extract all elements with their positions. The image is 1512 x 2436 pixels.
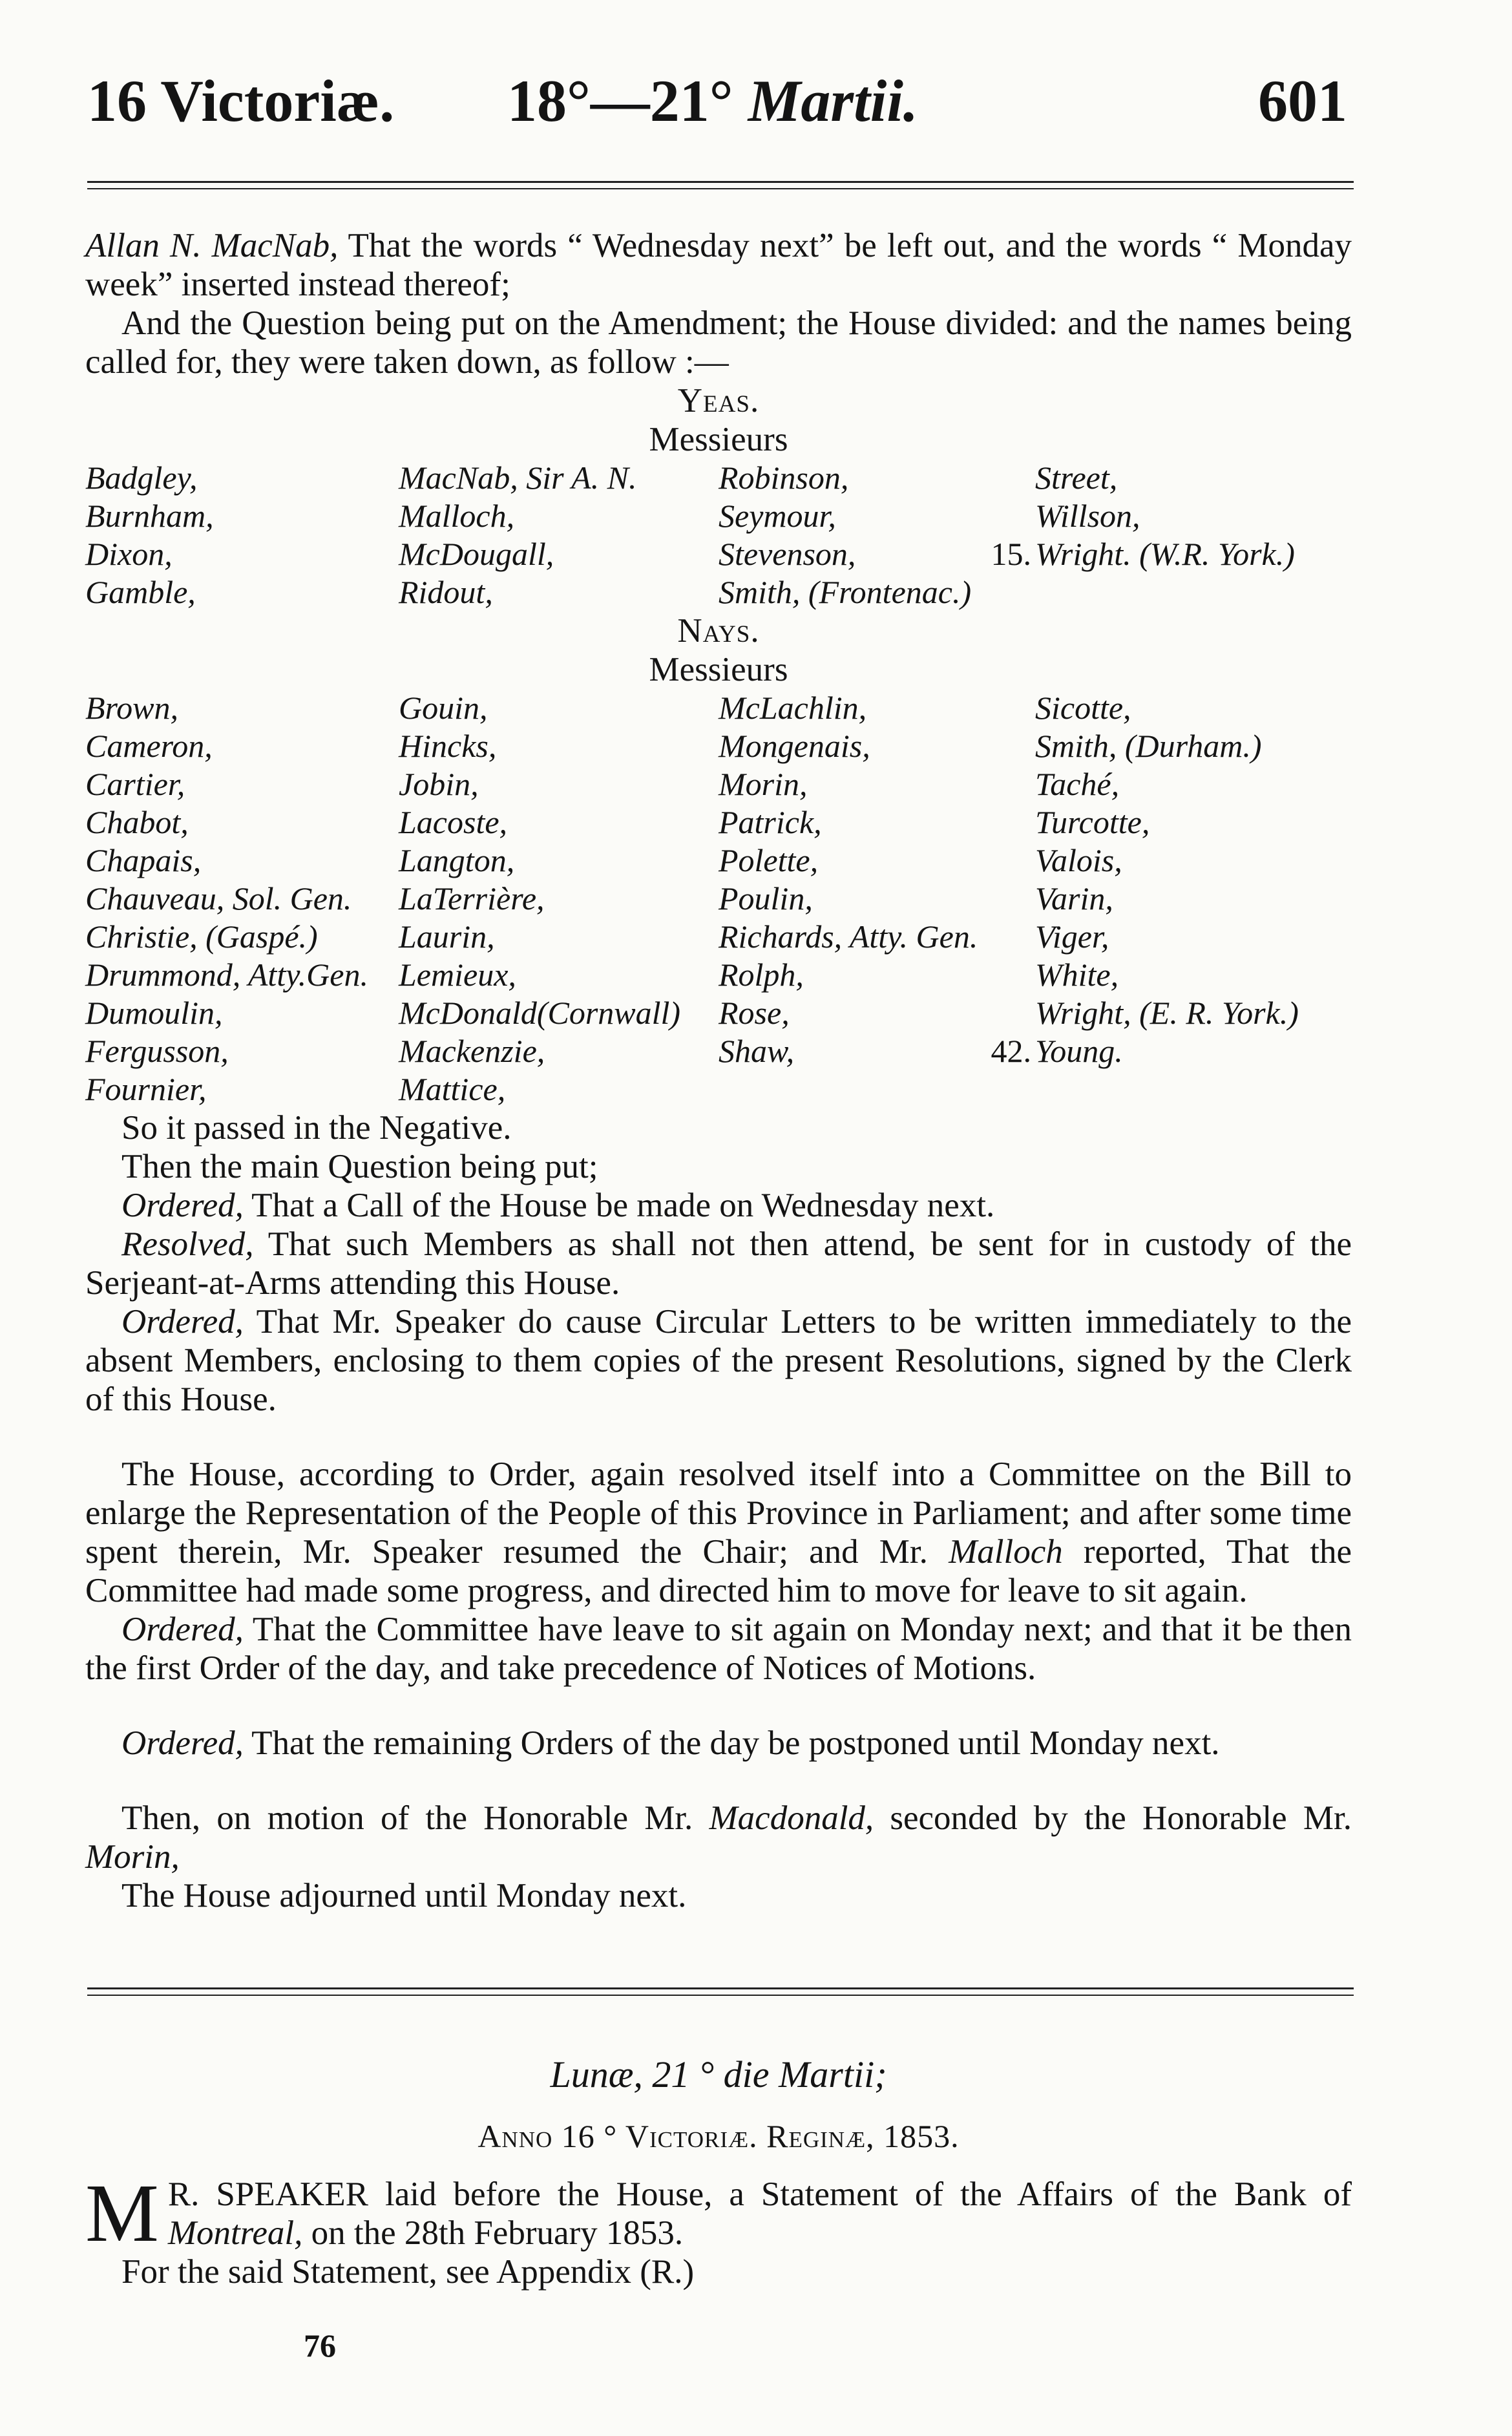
amendment-paragraph: Allan N. MacNab, That the words “ Wednesday next” be left out, and the words “ Monday week” inserted instead thereof; [85, 227, 1352, 303]
proceeding-paragraph: Ordered, That Mr. Speaker do cause Circular Letters to be written immediately to the absent Members, enclosing to them copies of the present Resolutions, signed by the Clerk of this House. [85, 1303, 1352, 1418]
proceeding-paragraph: So it passed in the Negative. [121, 1109, 512, 1147]
member-name: 15. Wright. (W.R. York.) [991, 536, 1295, 572]
name-row [85, 459, 1352, 497]
member-name: Robinson, [719, 460, 849, 496]
sitting-date: Lunæ, 21 ° die Martii; [550, 2053, 887, 2095]
header-date-range [507, 68, 918, 134]
member-name: Willson, [1035, 498, 1140, 534]
member-name: Brown, [85, 690, 178, 726]
next-day-section [85, 2049, 1352, 2291]
member-name: Polette, [719, 842, 819, 878]
nays-messieurs: Messieurs [649, 651, 788, 688]
mover-name: Macdonald, [709, 1799, 874, 1837]
vote-count: 15. [991, 536, 1031, 572]
name-row [85, 573, 1352, 611]
member-name: Malloch, [399, 498, 515, 534]
member-name: Chauveau, Sol. Gen. [85, 880, 352, 916]
member-name: Smith, (Durham.) [1035, 728, 1262, 764]
member-name: Dixon, [85, 536, 173, 572]
proceeding-paragraph: Ordered, That a Call of the House be made on Wednesday next. [121, 1187, 995, 1224]
member-name: Shaw, [719, 1033, 795, 1069]
proceeding-paragraph: Then the main Question being put; [121, 1148, 598, 1185]
member-name: Viger, [1035, 918, 1109, 955]
member-name: Burnham, [85, 498, 214, 534]
name-row [85, 765, 1352, 803]
member-name: LaTerrière, [399, 880, 545, 916]
member-name: MacNab, Sir A. N. [399, 460, 637, 496]
member-name: Smith, (Frontenac.) [719, 574, 972, 610]
vote-count: 42. [991, 1033, 1031, 1069]
name-row [85, 880, 1352, 918]
member-name: Sicotte, [1035, 690, 1131, 726]
appendix-reference: For the said Statement, see Appendix (R.) [121, 2253, 695, 2291]
page-number: 601 [1258, 68, 1347, 134]
member-name: McLachlin, [719, 690, 867, 726]
member-name: Laurin, [399, 918, 495, 955]
statement-paragraph: M R. SPEAKER laid before the House, a Statement of the Affairs of the Bank of Montreal, on the 28th February 1853. [85, 2167, 1352, 2259]
anno-regni: Anno 16 ° Victoriæ. Reginæ, 1853. [478, 2118, 960, 2154]
member-name: Mongenais, [719, 728, 870, 764]
member-name: White, [1035, 957, 1119, 993]
yeas-list [85, 459, 1352, 611]
member-name: Ridout, [399, 574, 493, 610]
member-name: Street, [1035, 460, 1118, 496]
name-row [85, 727, 1352, 765]
member-name: Cameron, [85, 728, 213, 764]
reporter-name: Malloch [949, 1533, 1063, 1571]
member-name: Taché, [1035, 766, 1120, 802]
member-name: Rose, [719, 995, 790, 1031]
member-name: McDougall, [399, 536, 554, 572]
name-row [85, 689, 1352, 727]
name-row [85, 1070, 1352, 1108]
rule-line [87, 181, 1354, 183]
seconder-name: Morin, [85, 1838, 180, 1876]
member-name: Mattice, [399, 1071, 506, 1107]
member-name: Chapais, [85, 842, 202, 878]
nays-heading: Nays. [677, 612, 760, 650]
yeas-heading: Yeas. [677, 382, 760, 419]
member-name: Lacoste, [399, 804, 508, 840]
member-name: Gamble, [85, 574, 196, 610]
member-name: Patrick, [719, 804, 822, 840]
after-division-block [85, 1108, 1352, 1419]
member-name: Seymour, [719, 498, 836, 534]
member-name: Jobin, [399, 766, 479, 802]
drop-cap: M [85, 2167, 159, 2259]
rule-line [87, 1987, 1354, 1989]
member-name: Chabot, [85, 804, 189, 840]
member-name: Fournier, [85, 1071, 207, 1107]
signature-number: 76 [304, 2327, 336, 2364]
header-regnal-year: 16 Victoriæ. [87, 68, 395, 134]
name-row [85, 535, 1352, 573]
mover-name: Allan N. MacNab, [85, 227, 339, 264]
member-name: Morin, [719, 766, 808, 802]
header-month: Martii. [748, 68, 918, 134]
proceeding-paragraph: Resolved, That such Members as shall not then attend, be sent for in custody of the Serjeant-at-Arms attending this House. [85, 1225, 1352, 1302]
member-name: Mackenzie, [399, 1033, 545, 1069]
member-name: Varin, [1035, 880, 1113, 916]
running-header [81, 65, 1347, 149]
member-name: 42. Young. [991, 1033, 1123, 1069]
member-name: Langton, [399, 842, 515, 878]
member-name: Richards, Atty. Gen. [719, 918, 978, 955]
name-row [85, 497, 1352, 535]
member-name: Rolph, [719, 957, 804, 993]
name-row [85, 994, 1352, 1032]
name-row [85, 803, 1352, 842]
name-row [85, 918, 1352, 956]
division-paragraph: And the Question being put on the Amendment; the House divided: and the names being called for, they were taken down, as follow :— [85, 304, 1352, 381]
name-row [85, 1032, 1352, 1070]
member-name: Fergusson, [85, 1033, 229, 1069]
committee-order-paragraph: Ordered, That the Committee have leave to sit again on Monday next; and that it be then the first Order of the day, and take precedence of Notices of Motions. [85, 1611, 1352, 1687]
member-name: Poulin, [719, 880, 813, 916]
member-name: Dumoulin, [85, 995, 223, 1031]
yeas-messieurs: Messieurs [649, 421, 788, 458]
member-name: McDonald(Cornwall) [399, 995, 681, 1031]
adjourn-paragraph: The House adjourned until Monday next. [121, 1877, 687, 1914]
member-name: Wright, (E. R. York.) [1035, 995, 1299, 1031]
committee-paragraph: The House, according to Order, again resolved itself into a Committee on the Bill to enlarge the Representation of the People of this Province in Parliament; and after some time spent therein, Mr. Speaker resumed the Chair; and Mr. Malloch reported, That the Committee had made some progress, and directed him to move for leave to sit again. [85, 1456, 1352, 1609]
name-row [85, 842, 1352, 880]
orders-postponed-paragraph: Ordered, That the remaining Orders of the day be postponed until Monday next. [121, 1724, 1220, 1762]
member-name: Badgley, [85, 460, 198, 496]
main-text [85, 226, 1352, 1915]
rule-line [87, 188, 1354, 189]
member-name: Christie, (Gaspé.) [85, 918, 318, 955]
member-name: Stevenson, [719, 536, 856, 572]
member-name: Cartier, [85, 766, 185, 802]
member-name: Lemieux, [399, 957, 516, 993]
member-name: Turcotte, [1035, 804, 1150, 840]
member-name: Hincks, [399, 728, 497, 764]
member-name: Valois, [1035, 842, 1122, 878]
bank-name: Montreal, [167, 2214, 303, 2252]
header-day-range: 18°—21° [507, 68, 748, 134]
section-rule [87, 1987, 1354, 2001]
rule-line [87, 1995, 1354, 1996]
name-row [85, 956, 1352, 994]
nays-list [85, 689, 1352, 1108]
member-name: Drummond, Atty.Gen. [85, 957, 368, 993]
header-rule [87, 181, 1354, 195]
adjourn-motion-paragraph: Then, on motion of the Honorable Mr. Macdonald, seconded by the Honorable Mr. Morin, [85, 1799, 1352, 1876]
member-name: Gouin, [399, 690, 488, 726]
